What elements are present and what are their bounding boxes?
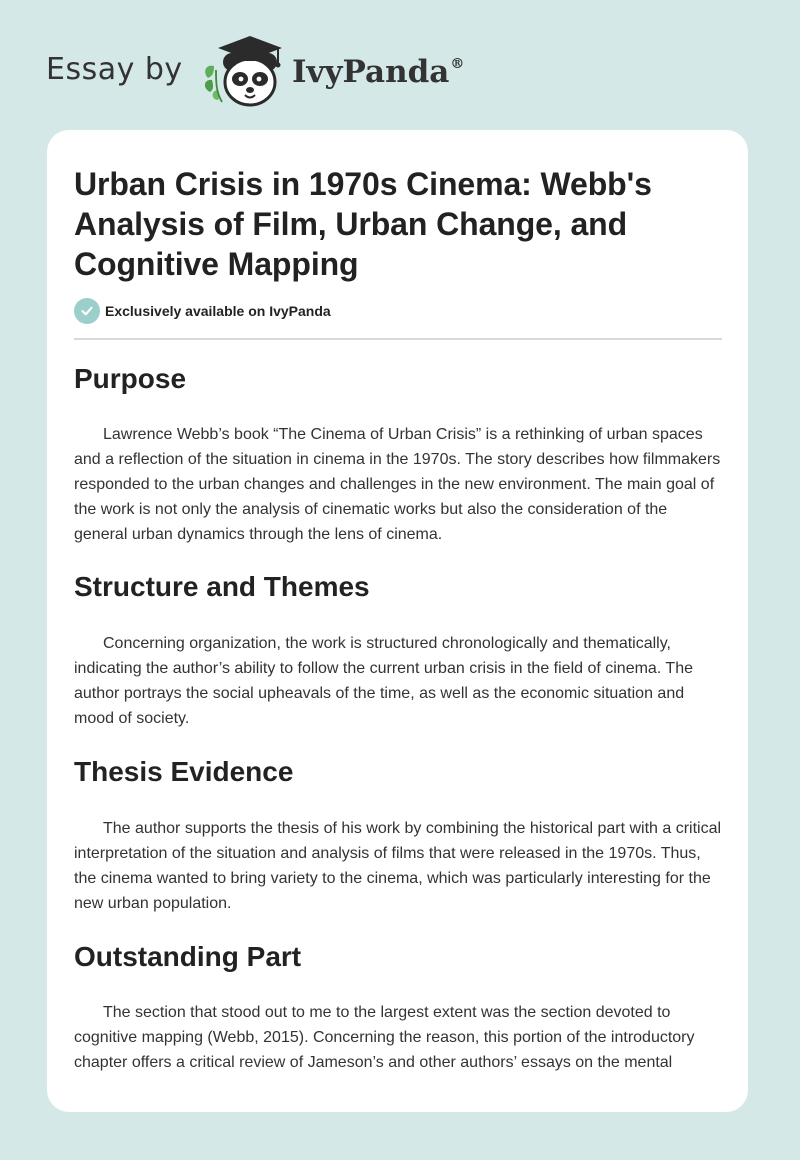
section-heading: Purpose xyxy=(74,363,187,394)
section-outstanding-part xyxy=(74,940,722,1075)
section-heading: Thesis Evidence xyxy=(74,756,294,787)
section-paragraph: The author supports the thesis of his work by combining the historical part with a critical interpretation of the situation and analysis of films that were released in the 1970s. Thus, the cinema wanted to bring variety to the cinema, which was particularly interesting for the new urban population. xyxy=(74,820,722,912)
essay-card xyxy=(47,130,748,1112)
essay-by-label: Essay by xyxy=(46,52,183,87)
site-logo[interactable] xyxy=(46,30,506,110)
title-divider xyxy=(74,338,722,340)
section-heading: Outstanding Part xyxy=(74,941,302,972)
section-structure-and-themes xyxy=(74,570,722,731)
section-paragraph: Concerning organization, the work is structured chronologically and thematically, indicating the author’s ability to follow the current urban crisis in the field of cinema. The author portrays the social upheavals of the time, as well as the economic situation and mood of society. xyxy=(74,635,693,727)
section-thesis-evidence xyxy=(74,755,722,916)
exclusive-badge xyxy=(74,296,722,326)
section-purpose xyxy=(74,362,722,547)
section-heading: Structure and Themes xyxy=(74,571,370,602)
brand-name: IvyPanda® xyxy=(292,54,465,90)
graduation-panda-logo-icon xyxy=(200,34,292,110)
section-paragraph: The section that stood out to me to the largest extent was the section devoted to cognitive mapping (Webb, 2015). Concerning the reason, this portion of the introductory chapter offers a critical review of Jameson’s and other authors’ essays on the mental xyxy=(74,1004,695,1071)
document-title: Urban Crisis in 1970s Cinema: Webb's Analysis of Film, Urban Change, and Cognitive Mapping xyxy=(74,166,652,282)
registered-mark: ® xyxy=(450,56,465,72)
check-circle-icon xyxy=(74,298,100,324)
exclusive-label: Exclusively available on IvyPanda xyxy=(105,303,331,319)
section-paragraph: Lawrence Webb’s book “The Cinema of Urban Crisis” is a rethinking of urban spaces and a reflection of the situation in cinema in the 1970s. The story describes how filmmakers responded to the urban changes and challenges in the new environment. The main goal of the work is not only the analysis of cinematic works but also the consideration of the general urban dynamics through the lens of cinema. xyxy=(74,426,721,543)
